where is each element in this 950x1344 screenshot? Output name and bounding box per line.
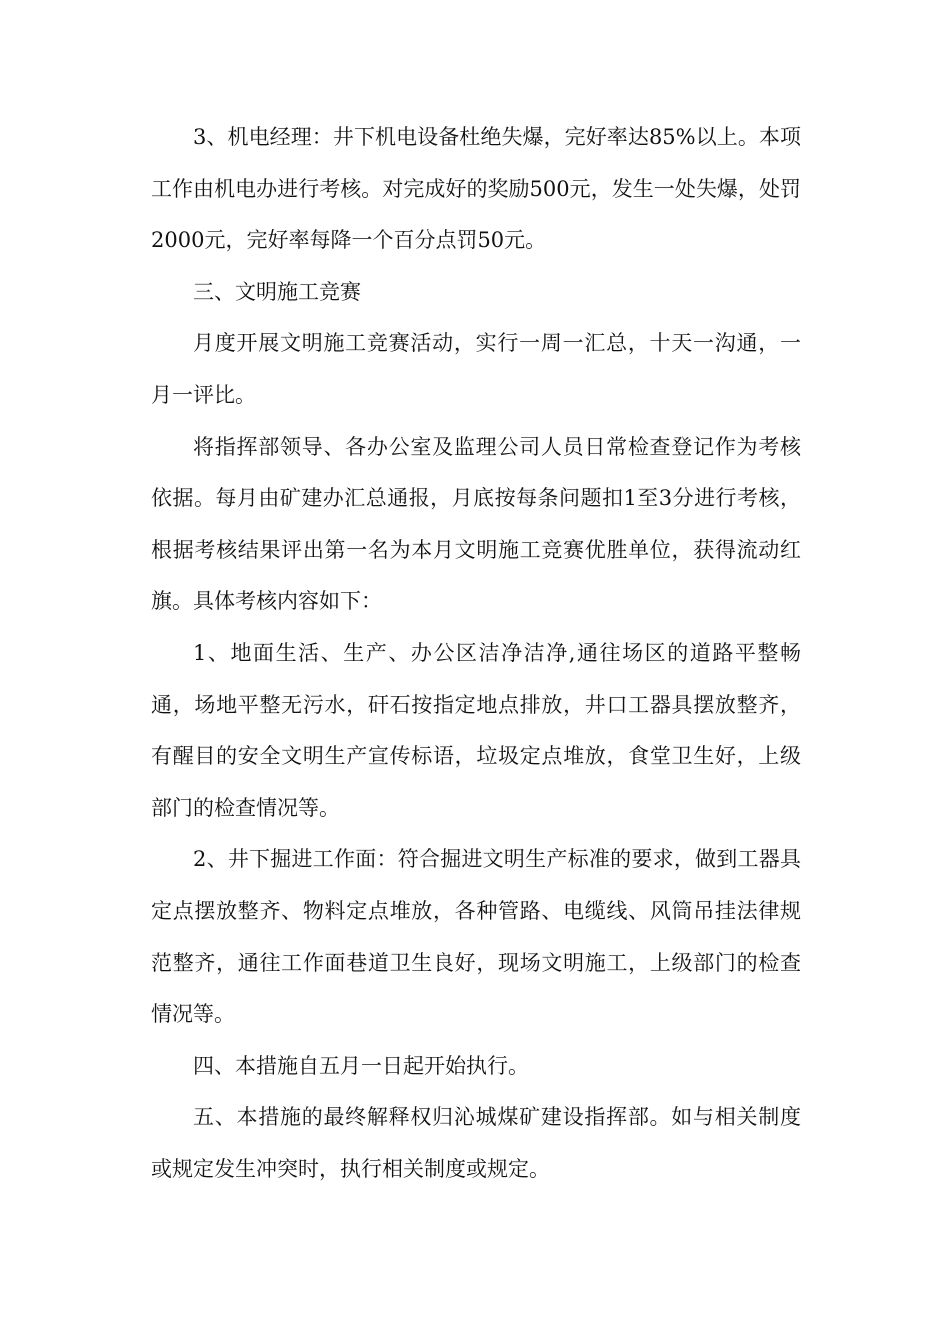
paragraph-assessment-basis: 将指挥部领导、各办公室及监理公司人员日常检查登记作为考核依据。每月由矿建办汇总通报，月底按每条问题扣1至3分进行考核，根据考核结果评出第一名为本月文明施工竞赛优胜单位，获得流动红旗。具体考核内容如下： [151, 434, 801, 614]
section-heading-effective-date: 四、本措施自五月一日起开始执行。 [193, 1053, 529, 1078]
section-heading-interpretation: 五、本措施的最终解释权归沁城煤矿建设指挥部。如与相关制度或规定发生冲突时，执行相关制度或规定。 [151, 1105, 801, 1181]
paragraph-monthly-competition: 月度开展文明施工竞赛活动，实行一周一汇总，十天一沟通，一月一评比。 [151, 331, 801, 407]
paragraph-mechanical-manager: 3、机电经理：井下机电设备杜绝失爆，完好率达85%以上。本项工作由机电办进行考核。对完成好的奖励500元，发生一处失爆，处罚2000元，完好率每降一个百分点罚50元。 [151, 125, 801, 253]
section-heading-civilized-construction: 三、文明施工竞赛 [193, 279, 361, 304]
paragraph-surface-requirements: 1、地面生活、生产、办公区洁净洁净,通往场区的道路平整畅通，场地平整无污水，矸石按指定地点排放，井口工器具摆放整齐，有醒目的安全文明生产宣传标语，垃圾定点堆放，食堂卫生好，上级部门的检查情况等。 [151, 640, 801, 820]
document-body [151, 112, 801, 1195]
paragraph-underground-requirements: 2、井下掘进工作面：符合掘进文明生产标准的要求，做到工器具定点摆放整齐、物料定点堆放，各种管路、电缆线、风筒吊挂法律规范整齐，通往工作面巷道卫生良好，现场文明施工，上级部门的检查情况等。 [151, 847, 801, 1027]
